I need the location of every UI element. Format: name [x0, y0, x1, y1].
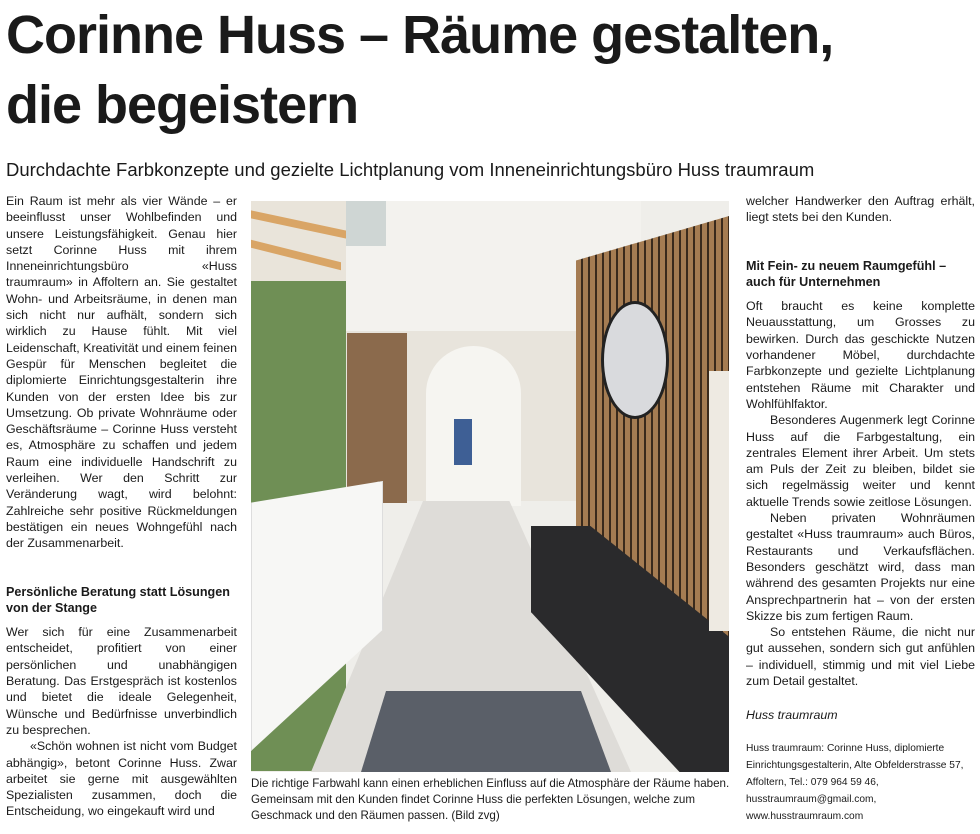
author-signature: Huss traumraum	[746, 708, 838, 723]
paragraph: welcher Handwerker den Auftrag erhält, liegt stets bei den Kunden.	[746, 194, 975, 225]
right-column	[746, 193, 975, 825]
paragraph: «Schön wohnen ist nicht vom Budget abhängig», betont Corinne Huss. Zwar arbeitet sie gerne mit ausgewählten Spezialisten zusammen, doch die Entscheidung, wo eingekauft wird und	[6, 739, 237, 819]
paragraph: So entstehen Räume, die nicht nur gut aussehen, sondern sich gut anfühlen – individuell, stimmig und mit viel Liebe zum Detail gestaltet.	[746, 625, 975, 689]
section-heading: Mit Fein- zu neuem Raumgefühl – auch für Unternehmen	[746, 258, 947, 289]
paragraph: Besonderes Augenmerk legt Corinne Huss auf die Farbgestaltung, ein zentrales Element ihrer Arbeit. Um stets am Puls der Zeit zu bleiben, bildet sie sich regelmässig weiter und kennt aktuelle Trends sowie zeitlose Lösungen.	[746, 413, 975, 509]
left-column	[6, 193, 237, 820]
paragraph: Neben privaten Wohnräumen gestaltet «Huss traumraum» auch Büros, Restaurants und Verkaufsflächen. Besonders geschätzt wird, dass man während des gesamten Projekts nur eine Ansprechpartnerin hat – von der ersten Skizze bis zum fertigen Raum.	[746, 511, 975, 623]
article-subtitle: Durchdachte Farbkonzepte und gezielte Lichtplanung vom Inneneinrichtungsbüro Huss traumraum	[6, 159, 815, 180]
section-heading: Persönliche Beratung statt Lösungen von der Stange	[6, 584, 230, 615]
article-title	[6, 0, 980, 140]
paragraph: Wer sich für eine Zusammenarbeit entscheidet, profitiert von einer persönlichen und unabhängigen Beratung. Das Erstgespräch ist kostenlos und bietet die ideale Gelegenheit, Wünsche und Bedürfnisse unverbindlich zu besprechen.	[6, 625, 237, 737]
mirror	[601, 301, 669, 419]
article-photo-hallway	[251, 201, 729, 772]
paragraph: Ein Raum ist mehr als vier Wände – er beeinflusst unser Wohlbefinden und unsere Leistungsfähigkeit. Genau hier setzt Corinne Huss mit ihrem Inneneinrichtungsbüro «Huss traumraum» in Affoltern an. Sie gestaltet Wohn- und Arbeitsräume, in denen man sich nicht nur aufhält, sondern sich wirklich zu Hause fühlt. Mit viel Leidenschaft, Kreativität und einem feinen Gespür für Menschen begleitet die diplomierte Einrichtungsgestalterin ihre Kunden von der ersten Idee bis zur Umsetzung. Ob private Wohnräume oder Geschäftsräume – Corinne Huss versteht es, Atmosphäre zu schaffen und jedem Raum eine individuelle Handschrift zu verleihen. Wer den Schritt zur Veränderung wagt, wird belohnt: Zahlreiche sehr positive Rückmeldungen bestätigen ein neues Wohngefühl nach der Zusammenarbeit.	[6, 194, 237, 551]
paragraph: Oft braucht es keine komplette Neuausstattung, um Grosses zu bewirken. Durch das geschickte Nutzen vorhandener Möbel, durchdachte Farbkonzepte und gezielte Lichtplanung entstehen Räume mit Charakter und Wohlfühlfaktor.	[746, 299, 975, 411]
title-line-2: die begeistern	[6, 75, 359, 135]
title-line-1: Corinne Huss – Räume gestalten,	[6, 5, 834, 65]
photo-caption: Die richtige Farbwahl kann einen erheblichen Einfluss auf die Atmosphäre der Räume haben. Gemeinsam mit den Kunden findet Corinne Huss die perfekten Lösungen, welche zum Geschmack und den Räumen passen. (Bild zvg)	[251, 777, 730, 822]
contact-info: Huss traumraum: Corinne Huss, diplomierte Einrichtungsgestalterin, Alte Obfelderstrasse 57, Affoltern, Tel.: 079 964 59 46, husstraumraum@gmail.com, www.husstraumraum.com	[746, 742, 964, 822]
